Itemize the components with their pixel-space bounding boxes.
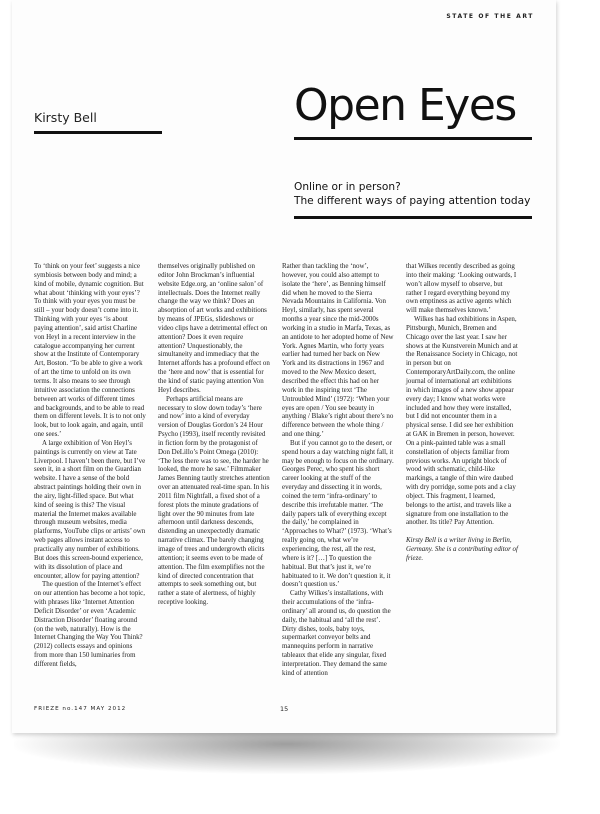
article-title: Open Eyes (294, 80, 516, 131)
paragraph: Cathy Wilkes’s installations, with their accumulations of the ‘infra-ordinary’ all around us, do question the daily, the habitual and ‘all the rest’. Dirty dishes, tools, baby toys, supermarket conveyor belts and mannequins perform in narrative tableaux that elide any singular, fixed interpretation. They demand the same kind of attention (282, 589, 391, 677)
paragraph: Wilkes has had exhibitions in Aspen, Pittsburgh, Munich, Bremen and Chicago over the last year. I saw her shows at the Kunstverein Munich and at the Renaissance Society in Chicago, not in person but on ContemporaryArtDaily.com, the online journal of international art exhibitions in which images of a new show appear every day; I know what works were included and how they were installed, but I did not encounter them in a physical sense. I did see her exhibition at GAK in Bremen in person, however. On a pink-painted table was a small constellation of objects familiar from previous works. An upright block of wood with schematic, child-like markings, a tangle of thin wire daubed with dry porridge, some pots and a clay object. This fragment, I learned, belongs to the artist, and travels like a signature from one installation to the another. Its title? Pay Attention. (406, 315, 518, 527)
text-column-2 (158, 262, 270, 662)
paragraph: Rather than tackling the ‘now’, however, you could also attempt to isolate the ‘here’, as Benning himself did when he moved to the Sierra Nevada Mountains in California. Von Heyl, similarly, has spent several months a year since the mid-2000s working in a studio in Marfa, Texas, as an antidote to her adopted home of New York. Agnes Martin, who forty years earlier had turned her back on New York and its distractions in 1967 and moved to the New Mexico desert, described the effect this had on her work in the inspiring text ‘The Untroubled Mind’ (1972): ‘When your eyes are open / You see beauty in anything / Blake’s right about there’s no difference between the whole thing / and one thing.’ (282, 262, 394, 439)
subtitle-rule (294, 216, 532, 219)
author-rule (34, 131, 162, 134)
title-rule (294, 137, 532, 140)
subtitle-line: The different ways of paying attention today (294, 195, 531, 207)
paragraph: themselves originally published on editor John Brockman’s influential website Edge.org, an ‘online salon’ of intellectuals. Does the Internet really change the way we think? Does an absorption of art works and exhibitions by means of JPEGs, slideshows or video clips have a detrimental effect on attention? Does it even require attention? Unquestionably, the simultaneity and immediacy that the Internet affords has a profound effect on the ‘here and now’ that is essential for the kind of static paying attention Von Heyl describes. (158, 262, 270, 394)
article-subtitle (294, 180, 544, 208)
paragraph: The question of the Internet’s effect on our attention has become a hot topic, with phrases like ‘Internet Attention Deficit Disorder’ or even ‘Academic Distraction Disorder’ floating around (on the web, naturally). How is the Internet Changing the Way You Think? (2012) collects essays and opinions from more than 150 luminaries from different fields, (34, 580, 145, 668)
author-bio: Kirsty Bell is a writer living in Berlin, Germany. She is a contributing editor of frieze. (406, 536, 518, 562)
paragraph: To ‘think on your feet’ suggests a nice symbiosis between body and mind; a kind of mobile, dynamic cognition. But what about ‘thinking with your eyes’? To think with your eyes you must be still – your body doesn’t come into it. Thinking with your eyes ‘is about paying attention’, said artist Charline von Heyl in a recent interview in the catalogue accompanying her current show at the Institute of Contemporary Art, Boston. ‘To be able to give a work of art the time to unfold on its own terms. It also means to see through intuitive association the connections between art works of different times and backgrounds, and to be able to read them on different levels. It is to not only look, but to look again, and again, until one sees.’ (34, 262, 146, 439)
text-column-4 (406, 262, 518, 662)
page-number: 15 (280, 705, 289, 713)
subtitle-line: Online or in person? (294, 181, 401, 193)
paragraph: A large exhibition of Von Heyl’s paintings is currently on view at Tate Liverpool. I haven’t been there, but I’ve seen it, in a short film on the Guardian website. I have a sense of the bold abstract paintings holding their own in the airy, light-filled space. But what kind of seeing is this? The visual material the Internet makes available through museum websites, media platforms, YouTube clips or artists’ own web pages allows instant access to practically any number of exhibitions. But does this screen-bound experience, with its dissolution of place and encounter, allow for paying attention? (34, 438, 146, 580)
author-name: Kirsty Bell (34, 110, 97, 125)
paragraph: that Wilkes recently described as going into their making: ‘Looking outwards, I won’t allow myself to observe, but rather I regard everything beyond my own emptiness as active agents which will make themselves known.’ (406, 262, 517, 315)
text-column-1 (34, 262, 146, 668)
text-column-3 (282, 262, 394, 677)
magazine-page (12, 0, 556, 733)
page-footer: FRIEZE no.147 MAY 2012 (34, 706, 127, 712)
paragraph: Perhaps artificial means are necessary to slow down today’s ‘here and now’ into a kind of everyday version of Douglas Gordon’s 24 Hour Psycho (1993), itself recently revisited in fiction form by the protagonist of Don DeLillo’s Point Omega (2010): ‘The less there was to see, the harder he looked, the more he saw.’ Filmmaker James Benning tautly stretches attention over an attenuated real-time span. In his 2011 film Nightfall, a fixed shot of a forest plots the minute gradations of light over the 90 minutes from late afternoon until darkness descends, distending an unexpectedly dramatic narrative climax. The barely changing image of trees and undergrowth elicits attention; it seems even to be made of attention. The film exemplifies not the kind of directed concentration that attempts to seek something out, but rather a state of alertness, of highly receptive looking. (158, 394, 270, 607)
paragraph: But if you cannot go to the desert, or spend hours a day watching night fall, it may be enough to focus on the ordinary. Georges Perec, who spent his short career looking at the stuff of the everyday and dissecting it in words, coined the term ‘infra-ordinary’ to describe this irrefutable matter. ‘The daily papers talk of everything except the daily,’ he complained in ‘Approaches to What?’ (1973). ‘What’s really going on, what we’re experiencing, the rest, all the rest, where is it? […] To question the habitual. But that’s just it, we’re habituated to it. We don’t question it, it doesn’t question us.’ (282, 438, 394, 589)
running-head: STATE OF THE ART (446, 13, 534, 20)
